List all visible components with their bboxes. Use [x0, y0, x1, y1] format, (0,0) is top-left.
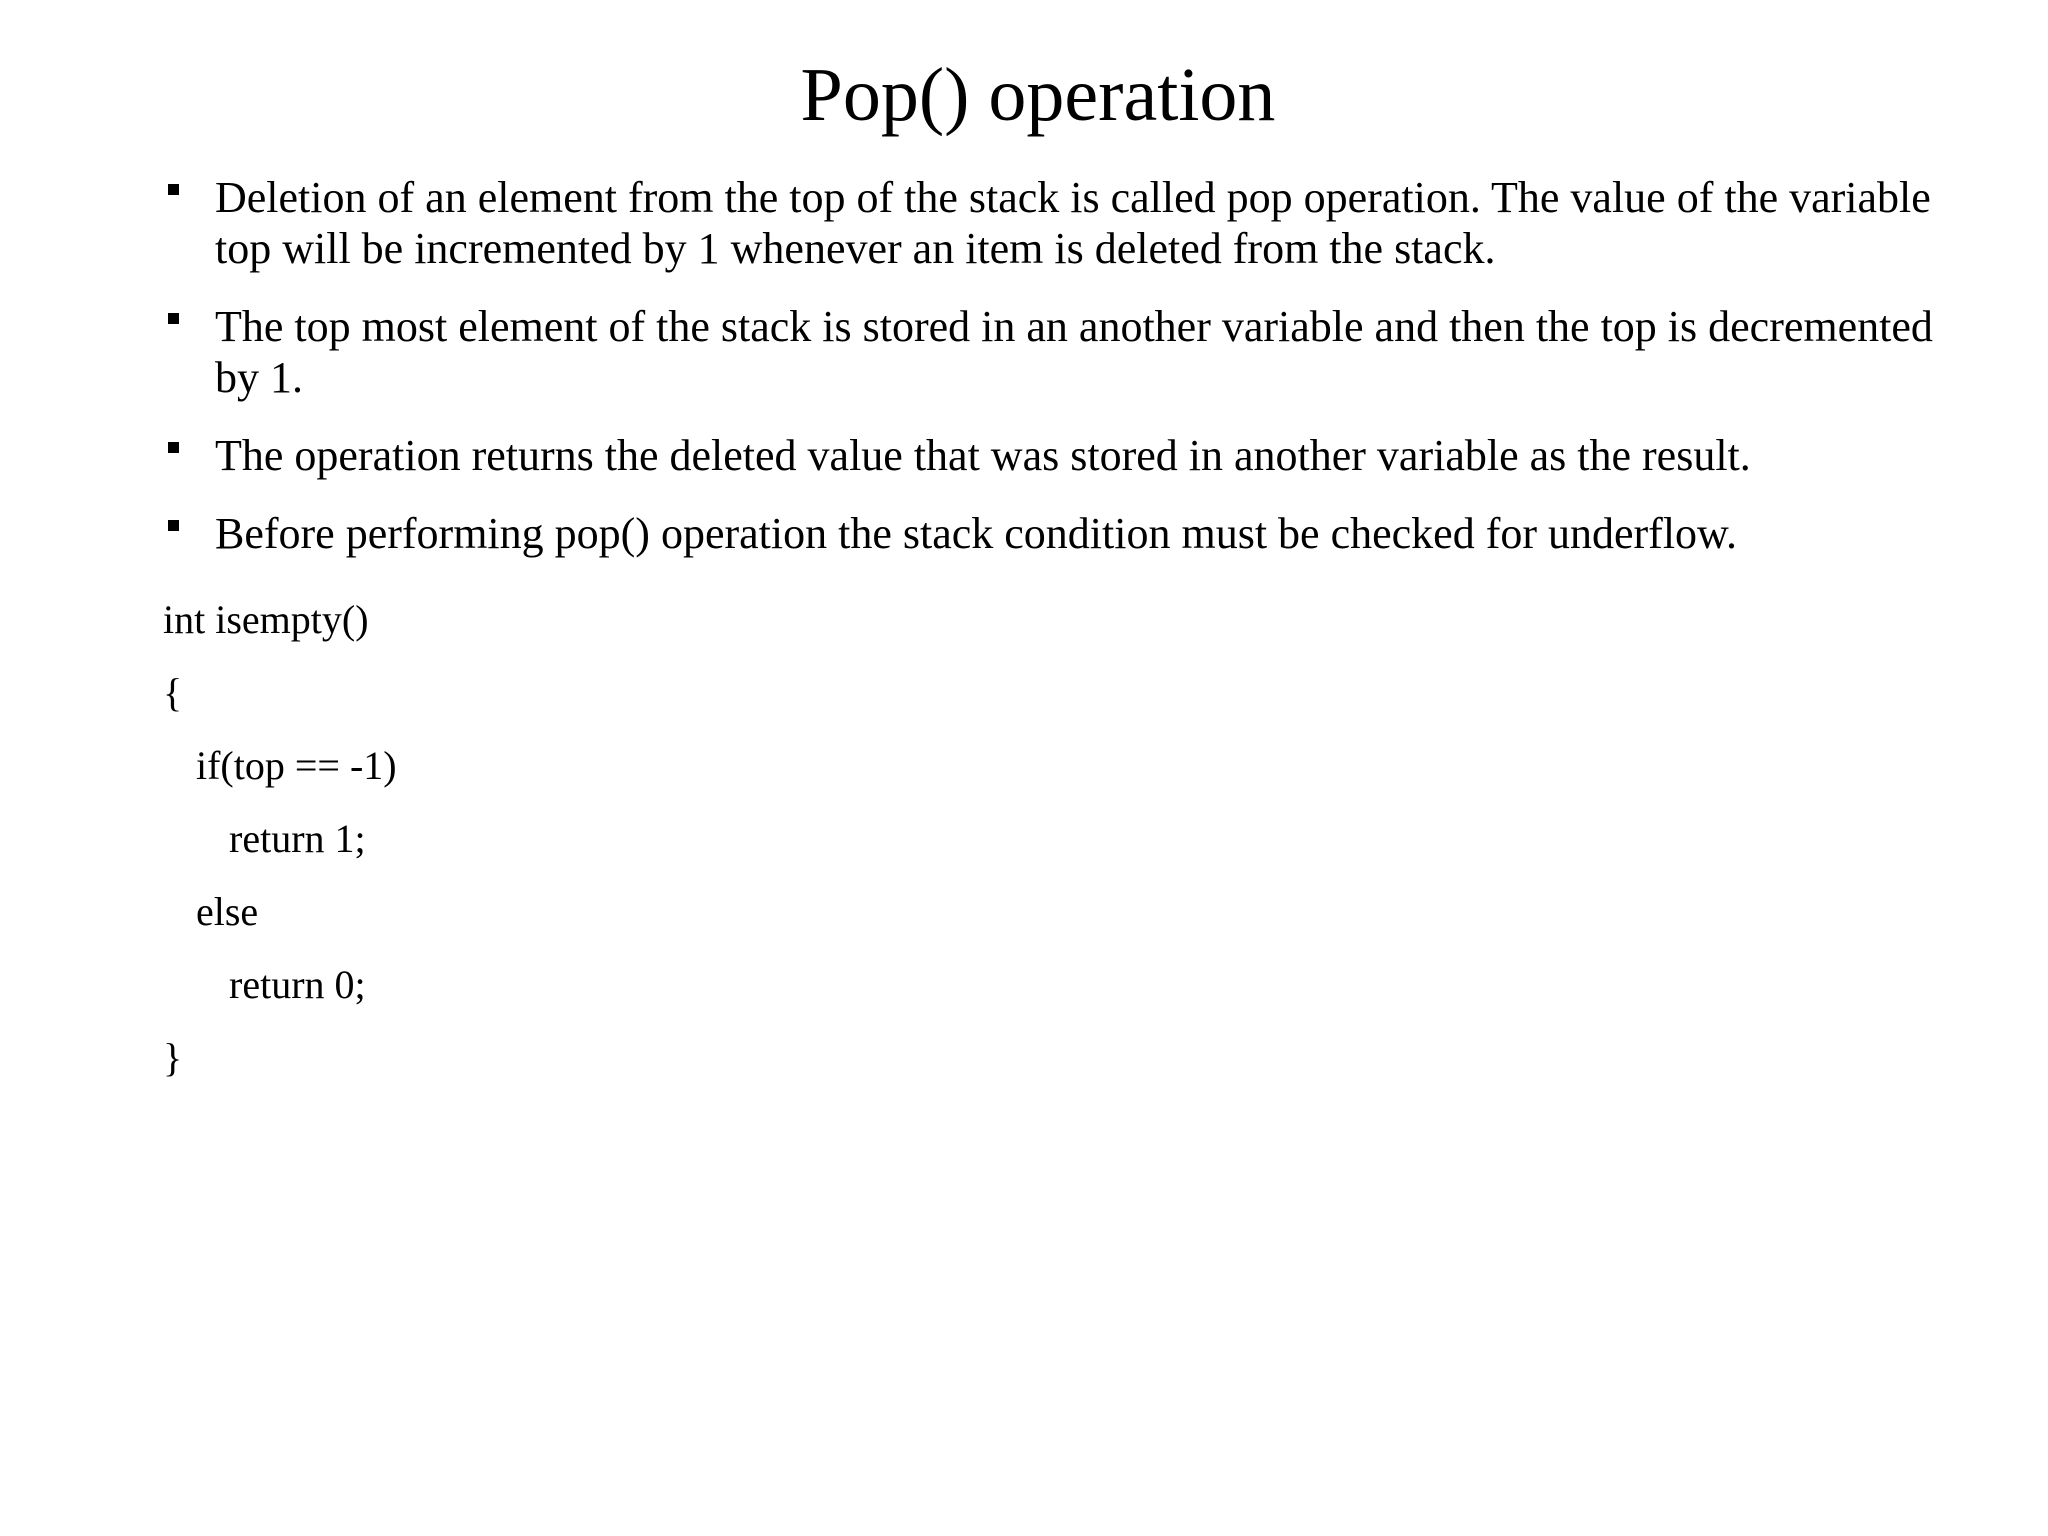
bullet-item [163, 172, 1943, 274]
bullet-text: Deletion of an element from the top of the stack is called pop operation. The value of the variable top will be incremented by 1 whenever an item is deleted from the stack. [215, 173, 1931, 273]
bullet-text: Before performing pop() operation the stack condition must be checked for underflow. [215, 509, 1737, 558]
code-line-return-1: return 1; [229, 816, 366, 861]
code-line-close-brace: } [163, 1035, 183, 1080]
bullet-item [163, 301, 1943, 403]
code-line-if: if(top == -1) [196, 743, 397, 788]
bullet-item [163, 508, 1943, 559]
code-block [163, 583, 397, 1094]
bullet-item [163, 430, 1943, 481]
bullet-text: The operation returns the deleted value that was stored in another variable as the result. [215, 431, 1751, 480]
slide-title: Pop() operation [800, 53, 1276, 137]
code-line-open-brace: { [163, 670, 183, 715]
bullet-text: The top most element of the stack is stored in an another variable and then the top is decremented by 1. [215, 302, 1933, 402]
square-bullet-icon [168, 520, 179, 531]
bullet-list [163, 172, 1943, 586]
square-bullet-icon [168, 442, 179, 453]
code-line-else: else [196, 889, 259, 934]
square-bullet-icon [168, 313, 179, 324]
square-bullet-icon [168, 184, 179, 195]
code-line-signature: int isempty() [163, 597, 369, 642]
code-line-return-0: return 0; [229, 962, 366, 1007]
